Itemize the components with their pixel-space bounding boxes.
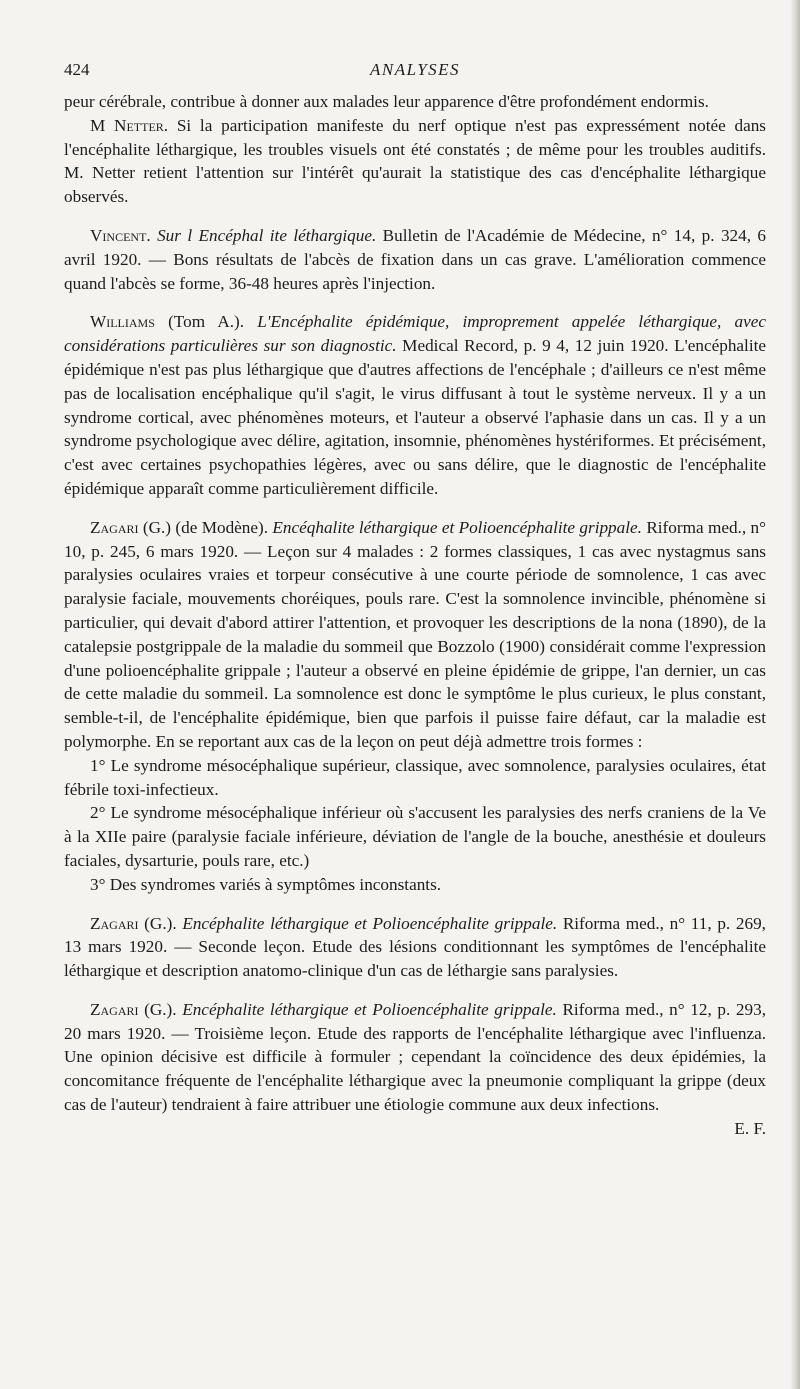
- author-zagari-1: Zagari: [90, 517, 139, 537]
- list-item-3: 3° Des syndromes variés à symptômes inconstants.: [90, 874, 442, 894]
- entry-vincent: [64, 224, 766, 295]
- text-vincent: Bulletin de l'Académie de Médecine, n° 14, p. 324, 6 avril 1920. — Bons résultats de l'abcès de fixation dans un cas grave. L'amélioration commence quand l'abcès se forme, 36-48 heures après l'injection.: [64, 225, 766, 293]
- text-zagari-2: Riforma med., n° 11, p. 269, 13 mars 1920. — Seconde leçon. Etude des lésions conditionnant les symptômes de l'encéphalite léthargique et description anatomo-clinique d'un cas de léthargie sans paralysies.: [64, 913, 766, 981]
- text-netter: Si la participation manifeste du nerf optique n'est pas expressément notée dans l'encéphalite léthargique, les troubles visuels ont été constatés ; de même pour les troubles auditifs. M. Netter retient l'attention sur l'intérêt qu'aurait la statistique des cas d'encéphalite léthargique observés.: [64, 115, 766, 207]
- entry-zagari-2: [64, 912, 766, 983]
- signature: E. F.: [734, 1118, 766, 1138]
- paragraph-netter: [64, 114, 766, 209]
- text-zagari-1: Riforma med., n° 10, p. 245, 6 mars 1920. — Leçon sur 4 malades : 2 formes classiques, 1 cas avec nystagmus sans paralysies oculaires vraies et torpeur consécutive à une courte période de somnolence, 1 cas avec paralysie faciale, mouvements choréiques, pouls rare. C'est la somnolence invincible, phénomène si particulier, qui devait d'abord attirer l'attention, et provoquer les descriptions de la nona (1890), de la catalepsie postgrippale de la maladie du sommeil que Bozzolo (1900) considérait comme l'expression d'une polioencéphalite grippale ; l'auteur a observé en pleine épidémie de grippe, l'an dernier, un cas de cette maladie du sommeil. La somnolence est donc le symptôme le plus curieux, le plus constant, semble-t-il, de l'encéphalite épidémique, bien que parfois il puisse faire défaut, car la maladie est polymorphe. En se reportant aux cas de la leçon on peut déjà admettre trois formes :: [64, 517, 766, 751]
- paragraph-continuation: peur cérébrale, contribue à donner aux malades leur apparence d'être profondément endormis.: [64, 92, 709, 111]
- running-head: ANALYSES: [369, 60, 461, 79]
- author-zagari-3: Zagari: [90, 999, 139, 1019]
- author-williams-rest: (Tom A.).: [154, 312, 258, 332]
- entry-williams: [64, 310, 766, 500]
- page-header: [64, 60, 766, 90]
- entry-zagari-1: [64, 516, 766, 754]
- title-williams: L'Encéphalite épidémique, improprement appelée léthargique, avec considérations particulières sur son diagnostic.: [64, 312, 766, 356]
- document-page: [64, 60, 766, 1141]
- title-zagari-3: Encéphalite léthargique et Polioencéphalite grippale.: [182, 999, 557, 1019]
- author-vincent: Vincent.: [90, 225, 151, 245]
- text-williams: Medical Record, p. 9 4, 12 juin 1920. L'encéphalite épidémique n'est pas plus léthargique que d'autres affections de l'encéphale ; d'ailleurs ce n'est même pas de localisation encéphalique qu'il s'agit, le virus diffusant à tout le système nerveux. Il y a un syndrome cortical, avec phénomènes moteurs, et l'auteur a observé l'aphasie dans un cas. Il y a un syndrome psychologique avec délire, agitation, insomnie, phénomènes hystériformes. Et précisément, c'est avec certaines psychopathies légères, avec ou sans délire, que le diagnostic de l'encéphalite épidémique apparaît comme particulièrement difficile.: [64, 336, 766, 498]
- entry-zagari-3: [64, 998, 766, 1117]
- list-item-1: 1° Le syndrome mésocéphalique supérieur, classique, avec somnolence, paralysies oculaires, état fébrile toxi-infectieux.: [64, 755, 766, 799]
- author-netter: M Netter.: [90, 115, 169, 135]
- author-zagari-3-rest: (G.).: [138, 999, 183, 1019]
- title-zagari-1: Encéqhalite léthargique et Polioencéphalite grippale.: [272, 517, 642, 537]
- title-vincent: Sur l Encéphal ite léthargique.: [150, 225, 377, 245]
- author-zagari-2: Zagari: [90, 913, 139, 933]
- author-zagari-2-rest: (G.).: [138, 913, 183, 933]
- page-number: 424: [64, 60, 90, 79]
- list-item-2: 2° Le syndrome mésocéphalique inférieur où s'accusent les paralysies des nerfs craniens de la Ve à la XIIe paire (paralysie faciale inférieure, déviation de l'angle de la bouche, anesthésie et douleurs faciales, dysarturie, pouls rare, etc.): [64, 803, 766, 870]
- page-edge-shadow: [790, 0, 800, 1389]
- author-zagari-1-rest: (G.) (de Modène).: [138, 517, 273, 537]
- author-williams: Williams: [90, 312, 155, 332]
- text-zagari-3: Riforma med., n° 12, p. 293, 20 mars 1920. — Troisième leçon. Etude des rapports de l'encéphalite léthargique avec l'influenza. Une opinion décisive est difficile à formuler ; cependant la coïncidence des deux épidémies, la concomitance fréquente de l'encéphalite léthargique avec la pneumonie compliquant la grippe (deux cas de l'auteur) tendraient à faire attribuer une étiologie commune aux deux infections.: [64, 999, 766, 1115]
- title-zagari-2: Encéphalite léthargique et Polioencéphalite grippale.: [182, 913, 558, 933]
